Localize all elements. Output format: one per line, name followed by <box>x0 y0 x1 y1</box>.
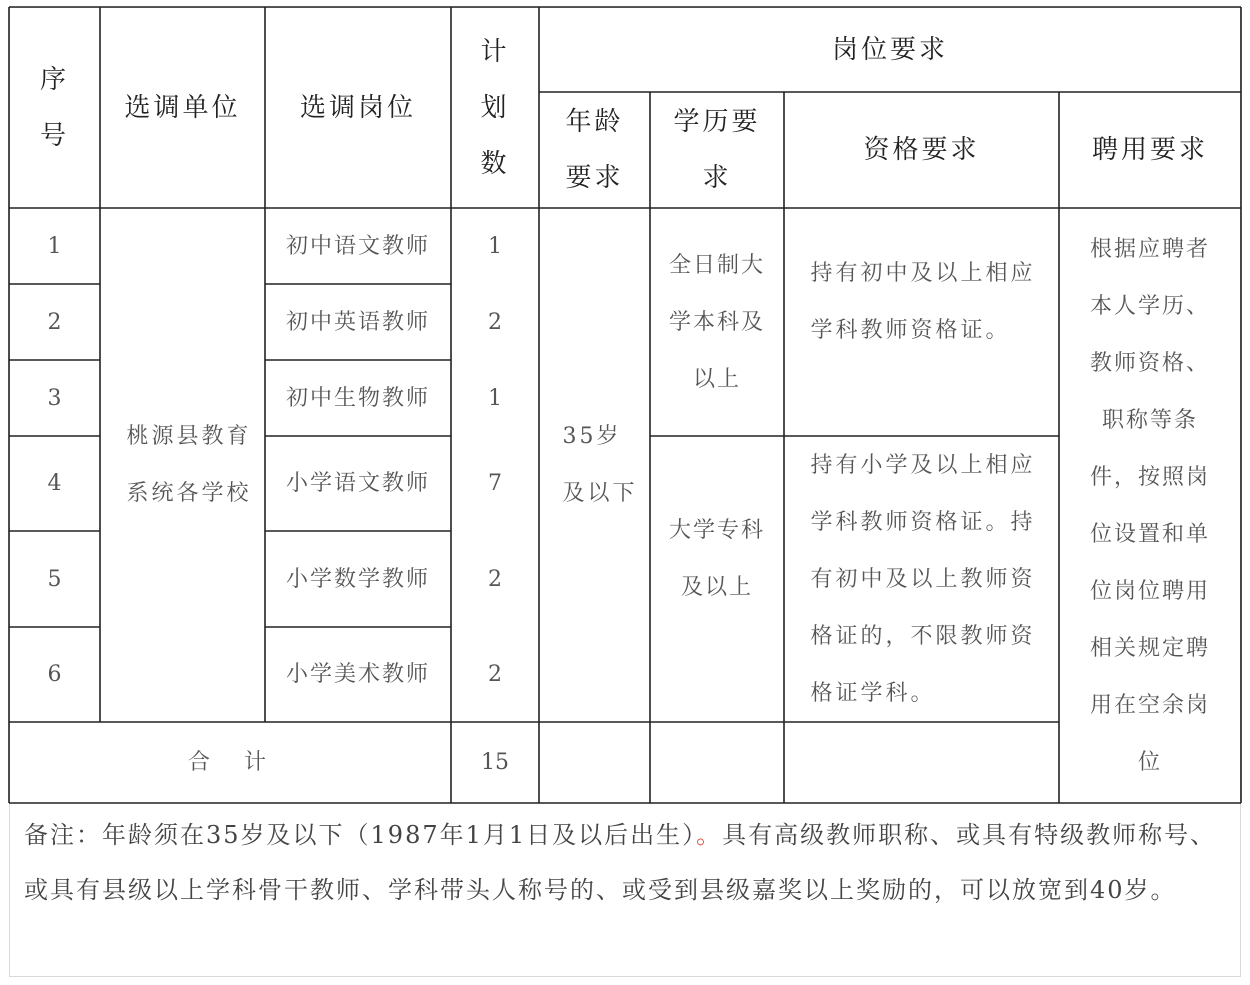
qual-requirement-cell: 持有小学及以上相应学科教师资格证。持有初中及以上教师资格证的，不限教师资格证学科。 <box>810 452 1036 706</box>
seq-cell: 6 <box>47 662 62 687</box>
header-edu: 学历要求 <box>673 107 761 193</box>
post-cell: 初中语文教师 <box>285 233 430 259</box>
hire-requirement-cell: 根据应聘者本人学历、教师资格、职称等条件，按照岗位设置和单位岗位聘用相关规定聘用在空余岗位 <box>1089 236 1210 775</box>
total-value: 15 <box>481 750 509 775</box>
header-hire: 聘用要求 <box>1091 135 1208 165</box>
header-seq: 序号 <box>39 64 69 151</box>
age-requirement-cell: 35岁及以下 <box>562 424 638 506</box>
seq-cell: 4 <box>47 471 62 496</box>
post-cell: 初中英语教师 <box>285 309 430 335</box>
post-cell: 小学语文教师 <box>285 471 430 496</box>
post-cell: 小学美术教师 <box>285 662 430 687</box>
total-label: 合 计 <box>187 750 272 775</box>
unit-cell: 桃源县教育系统各学校 <box>126 424 252 506</box>
header-requirements: 岗位要求 <box>831 34 948 65</box>
remark-note: 备注：年龄须在35岁及以下（1987年1月1日及以后出生）。具有高级教师职称、或具有特级教师称号、或具有县级以上学科骨干教师、学科带头人称号的、或受到县级嘉奖以上奖励的，可以放宽到40岁。 <box>24 821 1217 904</box>
seq-cell: 1 <box>47 233 62 259</box>
edu-requirement-cell: 大学专科及以上 <box>668 518 765 600</box>
plan-cell: 7 <box>488 471 502 496</box>
header-qual: 资格要求 <box>863 135 980 165</box>
header-plan: 计划数 <box>480 36 510 179</box>
plan-cell: 2 <box>488 566 502 592</box>
plan-cell: 1 <box>488 233 502 259</box>
edu-requirement-cell: 全日制大学本科及以上 <box>668 252 765 392</box>
header-post: 选调岗位 <box>299 92 416 123</box>
seq-cell: 3 <box>47 385 62 411</box>
plan-cell: 1 <box>488 385 502 411</box>
post-cell: 小学数学教师 <box>285 566 430 592</box>
header-age: 年龄要求 <box>565 107 624 193</box>
header-unit: 选调单位 <box>124 92 241 123</box>
seq-cell: 2 <box>47 309 62 335</box>
qual-requirement-cell: 持有初中及以上相应学科教师资格证。 <box>810 261 1036 343</box>
plan-cell: 2 <box>488 309 502 335</box>
seq-cell: 5 <box>47 566 62 592</box>
plan-cell: 2 <box>488 662 502 687</box>
post-cell: 初中生物教师 <box>285 385 430 411</box>
